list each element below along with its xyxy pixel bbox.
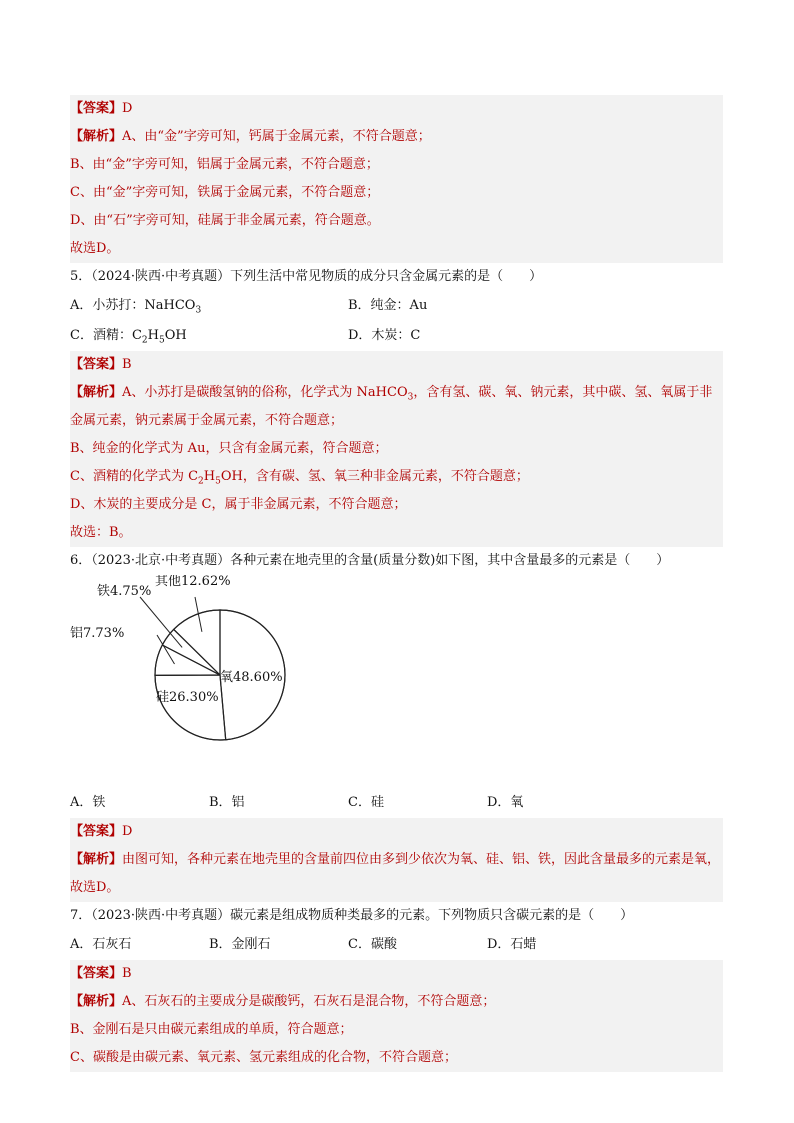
q4-answer-block (70, 95, 723, 263)
option-d: D．木炭：C (348, 328, 421, 343)
answer-value: B (122, 966, 132, 981)
q5-answer-block (70, 351, 723, 547)
options-row (70, 291, 723, 321)
option-d: D．石蜡 (487, 937, 537, 952)
analysis-text: A、由“金”字旁可知，钙属于金属元素，不符合题意； (122, 129, 431, 144)
analysis-paragraph: 【解析】A、小苏打是碳酸氢钠的俗称，化学式为 NaHCO$_3$，含有氢、碳、氧、钠元素，其中碳、氢、氧属于非金属元素，钠元素属于金属元素，不符合题意； (70, 385, 713, 428)
answer-line (70, 818, 723, 846)
answer-tag: 【答案】 (70, 824, 123, 839)
analysis-line: C、由“金”字旁可知，铁属于金属元素，不符合题意； (70, 185, 380, 200)
answer-tag: 【答案】 (70, 966, 123, 981)
question-stem: 6．（2023·北京·中考真题）各种元素在地壳里的含量(质量分数)如下图，其中含量最多的元素是（ ） (70, 553, 670, 568)
analysis-line: B、由“金”字旁可知，铝属于金属元素，不符合题意； (70, 157, 379, 172)
option-c: C．酒精：$C_2H_5OH$ (70, 328, 187, 346)
data-label-铁: 铁4.75% (97, 584, 152, 599)
options-row (70, 321, 723, 351)
answer-value: D (122, 824, 133, 839)
analysis-line (70, 123, 723, 151)
answer-line (70, 95, 723, 123)
pie-chart-container (70, 575, 723, 788)
answer-value: D (122, 101, 133, 116)
option-a: A．小苏打：NaHCO$_3$ (70, 298, 202, 316)
data-label-硅: 硅26.30% (156, 690, 219, 705)
analysis-tag: 【解析】 (70, 129, 123, 144)
data-label-铝: 铝7.73% (70, 626, 125, 641)
option-c: C．硅 (348, 795, 384, 810)
q6-answer-block (70, 818, 723, 902)
option-a: A．铁 (70, 795, 106, 810)
analysis-line: D、由“石”字旁可知，硅属于非金属元素，符合题意。 (70, 213, 380, 228)
option-b: B．金刚石 (209, 937, 271, 952)
analysis-tag: 【解析】 (70, 385, 123, 400)
analysis-line: 故选D。 (70, 241, 120, 256)
data-label-氧: 氧48.60% (220, 670, 283, 685)
page-content (70, 95, 723, 1072)
data-label-其他: 其他12.62% (155, 575, 231, 589)
analysis-line: D、木炭的主要成分是 C，属于非金属元素，不符合题意； (70, 497, 407, 512)
option-b: B．纯金：Au (348, 298, 428, 313)
analysis-line: B、纯金的化学式为 Au，只含有金属元素，符合题意； (70, 441, 388, 456)
option-a: A．石灰石 (70, 937, 132, 952)
answer-line (70, 960, 723, 988)
analysis-tag: 【解析】 (70, 994, 123, 1009)
question-stem: 7．（2023·陕西·中考真题）碳元素是组成物质种类最多的元素。下列物质只含碳元素的是（ ） (70, 908, 634, 923)
answer-line (70, 351, 723, 379)
option-b: B．铝 (209, 795, 245, 810)
option-c: C．碳酸 (348, 937, 397, 952)
answer-value: B (122, 357, 132, 372)
analysis-line: 故选：B。 (70, 525, 132, 540)
analysis-line: 【解析】A、石灰石的主要成分是碳酸钙，石灰石是混合物，不符合题意； (70, 994, 496, 1009)
pie-chart (70, 575, 330, 788)
answer-tag: 【答案】 (70, 101, 123, 116)
analysis-line: B、金刚石是只由碳元素组成的单质，符合题意； (70, 1022, 353, 1037)
question-stem: 5．（2024·陕西·中考真题）下列生活中常见物质的成分只含金属元素的是（ ） (70, 269, 543, 284)
leader-line-铁 (140, 597, 182, 647)
q7-answer-block (70, 960, 723, 1072)
analysis-paragraph: 【解析】由图可知，各种元素在地壳里的含量前四位由多到少依次为氧、硅、铝、铁，因此含量最多的元素是氧，故选D。 (70, 852, 721, 895)
analysis-line: C、酒精的化学式为 $C_2H_5OH$，含有碳、氢、氧三种非金属元素，不符合题意； (70, 469, 529, 487)
options-row (70, 788, 723, 818)
analysis-line: C、碳酸是由碳元素、氧元素、氢元素组成的化合物，不符合题意； (70, 1050, 457, 1065)
answer-tag: 【答案】 (70, 357, 123, 372)
option-d: D．氧 (487, 795, 524, 810)
analysis-tag: 【解析】 (70, 852, 123, 867)
options-row (70, 930, 723, 960)
